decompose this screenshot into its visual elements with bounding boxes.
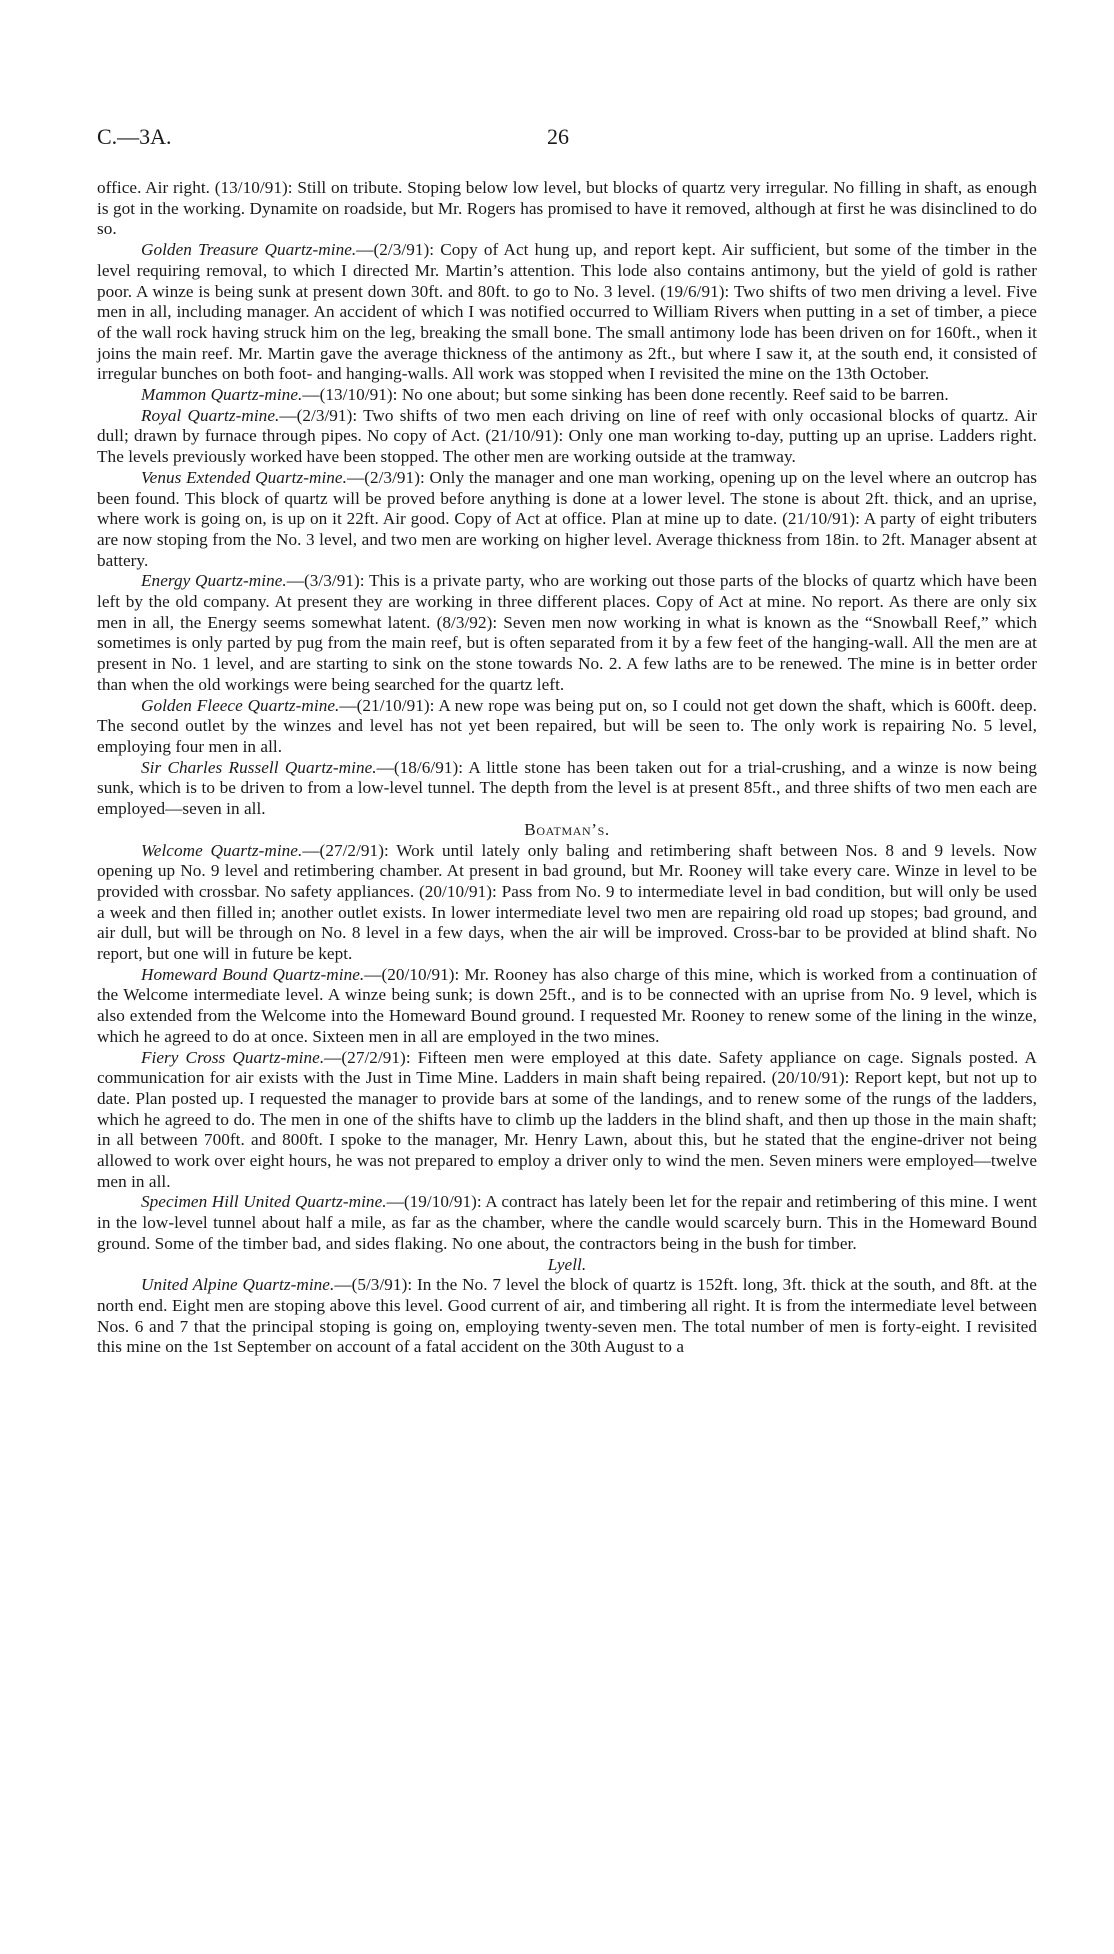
paragraph-united-alpine [97, 1275, 1037, 1358]
mine-name: Golden Treasure Quartz-mine. [141, 240, 357, 260]
mine-name: Mammon Quartz-mine. [141, 385, 303, 405]
paragraph-text: —(5/3/91): In the No. 7 level the block of quartz is 152ft. long, 3ft. thick at the south, and 8ft. at the north end. Eight men are stoping above this level. Good current of air, and timbering all right. It is from the intermediate level between Nos. 6 and 7 that the principal stoping is going on, employing twenty-seven men. The total number of men is forty-eight. I revisited this mine on the 1st September on account of a fatal accident on the 30th August to a [97, 1275, 1037, 1357]
paragraph-golden-fleece [97, 696, 1037, 758]
page-header [97, 124, 1037, 158]
paragraph-text: —(21/10/91): A new rope was being put on, so I could not get down the shaft, which is 600ft. deep. The second outlet by the winzes and level has not yet been repaired, but will be seen to. The only work is repairing No. 5 level, employing four men in all. [97, 695, 1037, 756]
mine-name: Specimen Hill United Quartz-mine. [141, 1192, 387, 1212]
paragraph-text: —(20/10/91): Mr. Rooney has also charge of this mine, which is worked from a continuation of the Welcome intermediate level. A winze being sunk; is down 25ft., and is to be connected with an uprise from No. 9 level, which is also extended from the Welcome into the Homeward Bound ground. I requested Mr. Rooney to renew some of the lining in the winze, which he agreed to do at once. Sixteen men in all are employed in the two mines. [97, 964, 1038, 1046]
mine-name: United Alpine Quartz-mine. [141, 1275, 335, 1295]
paragraph-text: —(2/3/91): Two shifts of two men each driving on line of reef with only occasional blocks of quartz. Air dull; drawn by furnace through pipes. No copy of Act. (21/10/91): Only one man working to-day, putting up an uprise. Ladders right. The levels previously worked have been stopped. The other men are working outside at the tramway. [97, 405, 1037, 467]
paragraph-sir-charles-russell [97, 758, 1037, 820]
mine-name: Fiery Cross Quartz-mine. [141, 1047, 325, 1067]
section-heading-lyell: Lyell. [547, 1254, 587, 1274]
body-text [97, 178, 1037, 1358]
mine-name: Welcome Quartz-mine. [141, 840, 303, 860]
paragraph-homeward-bound [97, 965, 1037, 1048]
paragraph-fiery-cross [97, 1048, 1037, 1193]
paragraph-office [97, 178, 1037, 240]
paragraph-text: —(2/3/91): Only the manager and one man working, opening up on the level where an outcrop has been found. This block of quartz will be proved before anything is done at a lower level. The stone is about 2ft. thick, and an uprise, where work is going on, is up on it 22ft. Air good. Copy of Act at office. Plan at mine up to date. (21/10/91): A party of eight tributers are now stoping from the No. 3 level, and two men are working on higher level. Average thickness from 18in. to 2ft. Manager absent at battery. [97, 467, 1037, 570]
page-number: 26 [547, 124, 569, 149]
paragraph-specimen-hill [97, 1192, 1037, 1254]
paragraph-venus-extended [97, 468, 1037, 572]
paragraph-text: —(27/2/91): Fifteen men were employed at this date. Safety appliance on cage. Signals posted. A communication for air exists with the Just in Time Mine. Ladders in main shaft being repaired. (20/10/91): Report kept, but not up to date. Plan posted up. I requested the manager to provide bars at some of the landings, and to renew some of the rungs of the ladders, which he agreed to do. The men in one of the shifts have to climb up the ladders in the blind shaft, and then up those in the main shaft; in all between 700ft. and 800ft. I spoke to the manager, Mr. Henry Lawn, about this, but he stated that the engine-driver not being allowed to work over eight hours, he was not prepared to employ a driver only to wind the men. Seven miners were employed—twelve men in all. [97, 1047, 1037, 1191]
mine-name: Royal Quartz-mine. [141, 405, 280, 425]
paragraph-text: —(18/6/91): A little stone has been taken out for a trial-crushing, and a winze is now being sunk, which is to be driven to from a low-level tunnel. The depth from the level is at present 85ft., and three shifts of two men each are employed—seven in all. [97, 757, 1037, 819]
paragraph-royal [97, 406, 1037, 468]
paragraph-welcome [97, 841, 1037, 965]
mine-name: Sir Charles Russell Quartz-mine. [141, 757, 377, 777]
paragraph-text: —(19/10/91): A contract has lately been let for the repair and retimbering of this mine. I went in the low-level tunnel about half a mile, as far as the chamber, where the candle would scarcely burn. This in the Homeward Bound ground. Some of the timber bad, and sides flaking. No one about, the contractors being in the bush for timber. [97, 1192, 1037, 1253]
mine-name: Golden Fleece Quartz-mine. [141, 695, 340, 715]
paragraph-text: —(27/2/91): Work until lately only baling and retimbering shaft between Nos. 8 and 9 levels. Now opening up No. 9 level and retimbering chamber. At present in bad ground, but Mr. Rooney will take every care. Winze in level to be provided with crossbar. No safety appliances. (20/10/91): Pass from No. 9 to intermediate level in bad condition, but will only be used a week and then filled in; another outlet exists. In lower intermediate level two men are repairing old road up stopes; bad ground, and air dull, but will be through on No. 8 level in a few days, when the air will be improved. Cross-bar to be provided at blind shaft. No report, but one will in future be kept. [97, 840, 1037, 964]
section-heading-boatmans: Boatman’s. [524, 819, 610, 839]
paragraph-text: office. Air right. (13/10/91): Still on tribute. Stoping below low level, but blocks of quartz very irregular. No filling in shaft, as enough is got in the working. Dynamite on roadside, but Mr. Rogers has promised to have it removed, although at first he was disinclined to do so. [97, 178, 1037, 239]
mine-name: Homeward Bound Quartz-mine. [141, 964, 365, 984]
paragraph-text: —(2/3/91): Copy of Act hung up, and report kept. Air sufficient, but some of the timber in the level requiring removal, to which I directed Mr. Martin’s attention. This lode also contains antimony, but the yield of gold is rather poor. A winze is being sunk at present down 30ft. and 80ft. to go to No. 3 level. (19/6/91): Two shifts of two men driving a level. Five men in all, including manager. An accident of which I was notified occurred to William Rivers when putting in a set of timber, a piece of the wall rock having struck him on the leg, breaking the small bone. The small antimony lode has been driven on for 160ft., when it joins the main reef. Mr. Martin gave the average thickness of the antimony as 2ft., but where I saw it, at the south end, it consisted of irregular bunches on both foot- and hanging-walls. All work was stopped when I revisited the mine on the 13th October. [97, 240, 1037, 384]
mine-name: Energy Quartz-mine. [141, 571, 287, 591]
paragraph-mammon [97, 385, 1037, 406]
paragraph-energy [97, 571, 1037, 695]
paragraph-text: —(13/10/91): No one about; but some sinking has been done recently. Reef said to be barren. [302, 385, 949, 405]
paragraph-text: —(3/3/91): This is a private party, who are working out those parts of the blocks of quartz which have been left by the old company. At present they are working in three different places. Copy of Act at mine. No report. As there are only six men in all, the Energy seems somewhat latent. (8/3/92): Seven men now working in what is known as the “Snowball Reef,” which sometimes is only parted by pug from the main reef, but is often separated from it by a few feet of the hanging-wall. All the men are at present in No. 1 level, and are starting to sink on the stone towards No. 2. A few laths are to be renewed. The mine is in better order than when the old workings were being searched for the quartz left. [97, 571, 1037, 694]
mine-name: Venus Extended Quartz-mine. [141, 467, 347, 487]
document-reference: C.—3A. [97, 124, 172, 149]
paragraph-golden-treasure [97, 240, 1037, 385]
